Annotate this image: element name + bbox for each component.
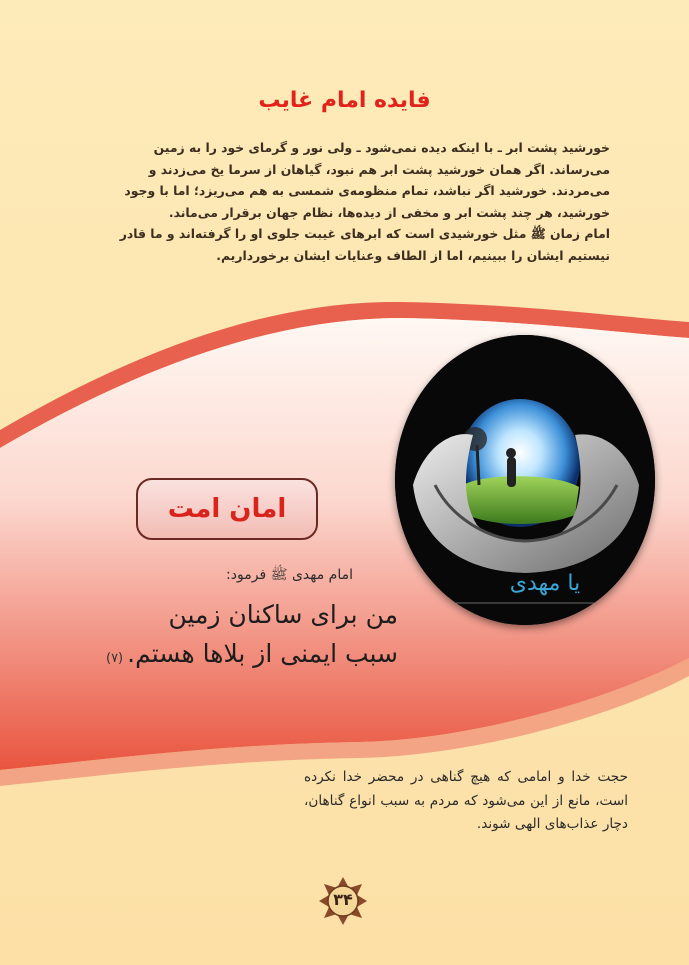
intro-line: خورشید پشت ابر ـ با اینکه دیده نمی‌شود ـ ولی نور و گرمای خود را به زمین (153, 140, 610, 155)
page-number-badge (318, 876, 368, 926)
hands-globe-photo (395, 335, 655, 625)
quote-line-1: من برای ساکنان زمین (168, 600, 398, 629)
quote-line-2 (106, 634, 398, 678)
intro-line: خورشید، هر چند پشت ابر و مخفی از دیده‌ها، نظام جهان برقرار می‌ماند. (168, 204, 610, 220)
intro-line: نیستیم ایشان را ببینیم، اما از الطاف وعنایات ایشان برخورداریم. (216, 247, 610, 263)
intro-paragraph (82, 137, 610, 267)
title-badge (136, 478, 318, 540)
calligraphy-text: یا مهدی (509, 571, 581, 596)
intro-line: می‌مردند. خورشید اگر نباشد، تمام منظومه‌ی شمسی به هم می‌ریزد؛ اما با وجود (124, 183, 610, 199)
intro-line: امام زمان ﷺ مثل خورشیدی است که ابرهای غیبت جلوی او را گرفته‌اند و ما قادر (119, 226, 610, 242)
hands-holding-globe-image (395, 335, 655, 625)
quote-line-2-text: سبب ایمنی از بلاها هستم. (127, 639, 398, 668)
intro-line: می‌رساند. اگر همان خورشید پشت ابر هم نبود، گیاهان از سرما یخ می‌زدند و (148, 161, 610, 177)
page-title: فایده امام غایب (258, 88, 431, 113)
badge-label: امان امت (167, 494, 287, 524)
quote-attribution: امام مهدی ﷺ فرمود: (226, 567, 353, 583)
footnote-reference: (۷) (105, 651, 124, 666)
explanation-paragraph: حجت خدا و امامی که هیچ گناهی در محضر خدا نکرده است، مانع از این می‌شود که مردم به سبب انواع گناهان، دچار عذاب‌های الهی شوند. (304, 769, 628, 832)
page-number: ۳۴ (333, 890, 353, 909)
hadith-quote (106, 595, 398, 678)
